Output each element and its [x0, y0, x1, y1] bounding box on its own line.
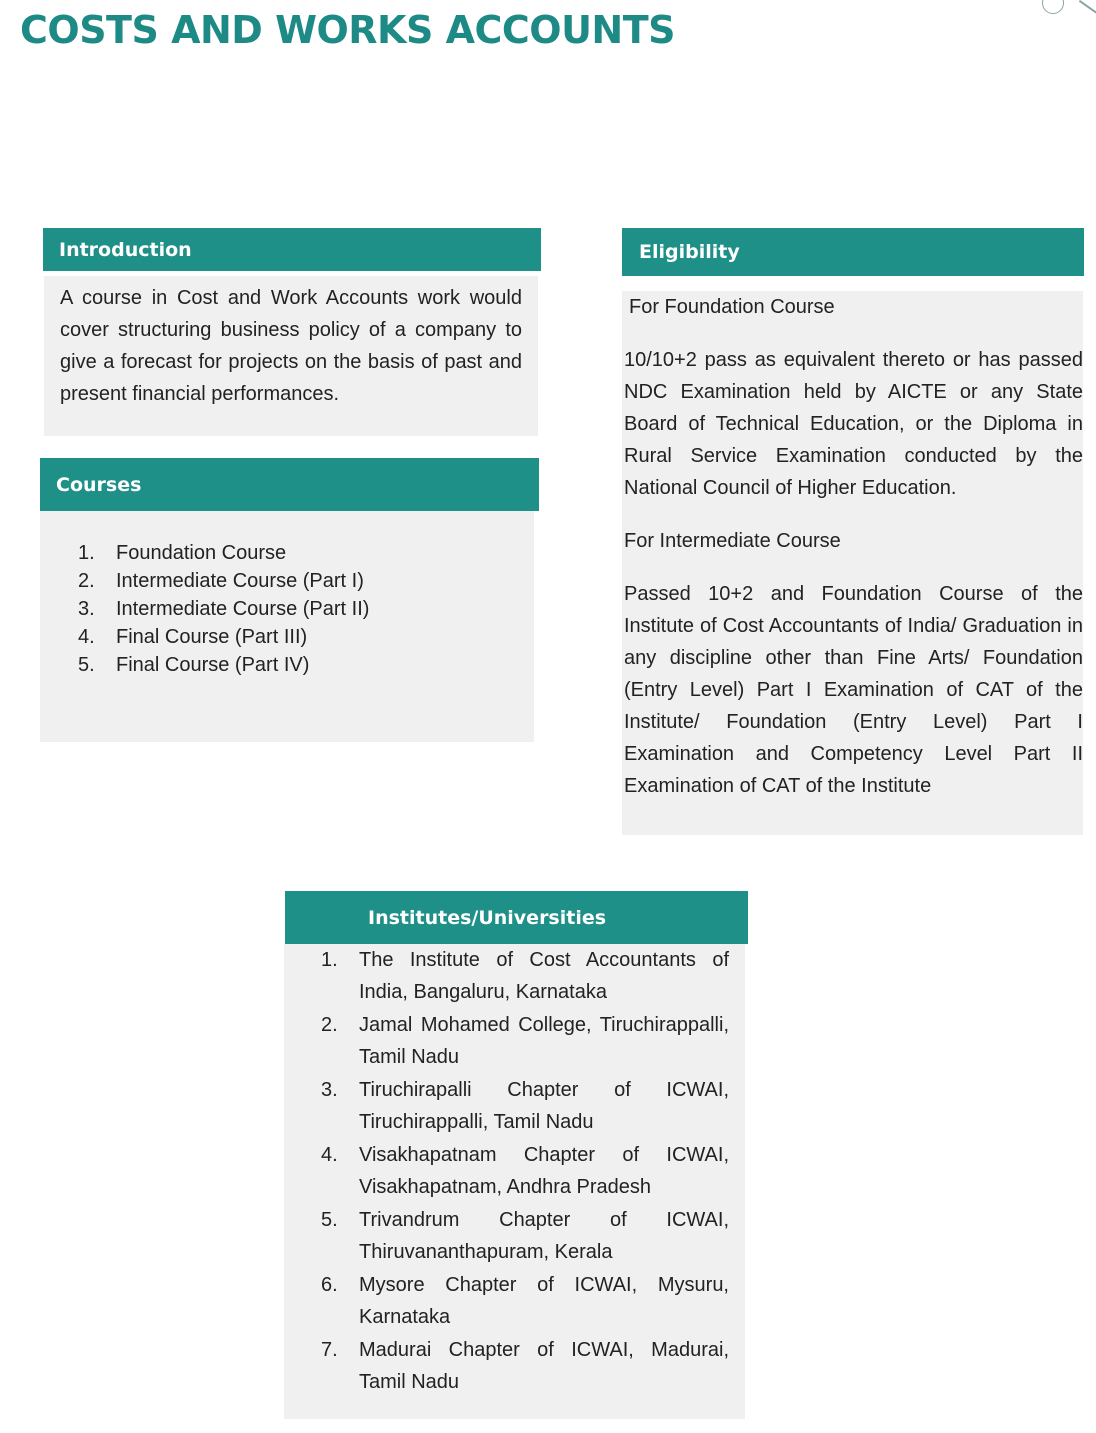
list-item-label: Trivandrum Chapter of ICWAI, Thiruvananthapuram, Kerala [359, 1209, 729, 1263]
page-title: COSTS AND WORKS ACCOUNTS [20, 8, 676, 52]
list-item-label: Jamal Mohamed College, Tiruchirappalli, Tamil Nadu [359, 1014, 729, 1068]
list-item-label: Final Course (Part IV) [116, 654, 310, 676]
eligibility-intermediate-label: For Intermediate Course [624, 530, 841, 552]
decorative-line-icon [1079, 0, 1096, 14]
list-item-label: Mysore Chapter of ICWAI, Mysuru, Karnataka [359, 1274, 729, 1328]
eligibility-intermediate-text: Passed 10+2 and Foundation Course of the Institute of Cost Accountants of India/ Graduation in any discipline other than Fine Arts/ Foundation (Entry Level) Part I Examination of CAT of the Institute/ Foundation (Entry Level) Part I Examination and Competency Level Part II Examination of CAT of the Institute [624, 583, 1083, 797]
list-item-number: 7. [321, 1339, 338, 1361]
list-item-label: Visakhapatnam Chapter of ICWAI, Visakhapatnam, Andhra Pradesh [359, 1144, 729, 1198]
list-item-number: 1. [321, 949, 338, 971]
list-item [321, 1204, 729, 1268]
list-item-label: The Institute of Cost Accountants of India, Bangaluru, Karnataka [359, 949, 729, 1003]
list-item-label: Intermediate Course (Part II) [116, 598, 370, 620]
list-item-number: 6. [321, 1274, 338, 1296]
list-item-number: 3. [78, 598, 95, 620]
list-item-number: 2. [78, 570, 95, 592]
eligibility-heading [622, 228, 1084, 276]
institutes-heading-text: Institutes/Universities [368, 906, 607, 929]
institutes-body [284, 944, 745, 1419]
list-item-label: Tiruchirapalli Chapter of ICWAI, Tiruchirappalli, Tamil Nadu [359, 1079, 729, 1133]
list-item-number: 3. [321, 1079, 338, 1101]
decorative-circle-icon [1042, 0, 1064, 14]
list-item [78, 595, 534, 623]
list-item-label: Foundation Course [116, 542, 287, 564]
list-item-number: 4. [321, 1144, 338, 1166]
list-item [78, 623, 534, 651]
list-item [321, 1334, 729, 1398]
courses-heading [40, 458, 539, 511]
list-item-label: Final Course (Part III) [116, 626, 308, 648]
introduction-heading [43, 228, 541, 271]
institutes-heading [285, 891, 748, 944]
list-item-number: 4. [78, 626, 95, 648]
eligibility-body [622, 291, 1083, 835]
eligibility-foundation-label: For Foundation Course [629, 296, 835, 318]
list-item-number: 5. [321, 1209, 338, 1231]
list-item [78, 651, 534, 679]
courses-body [40, 511, 534, 742]
courses-heading-text: Courses [56, 473, 142, 496]
list-item [78, 567, 534, 595]
list-item [321, 1009, 729, 1073]
list-item-number: 2. [321, 1014, 338, 1036]
list-item [321, 1074, 729, 1138]
eligibility-foundation-text: 10/10+2 pass as equivalent thereto or has passed NDC Examination held by AICTE or any State Board of Technical Education, or the Diploma in Rural Service Examination conducted by the National Council of Higher Education. [624, 349, 1083, 499]
list-item-label: Intermediate Course (Part I) [116, 570, 364, 592]
list-item [321, 1269, 729, 1333]
list-item [78, 539, 534, 567]
institutes-list [321, 944, 729, 1398]
list-item [321, 944, 729, 1008]
introduction-heading-text: Introduction [59, 238, 192, 261]
list-item-number: 5. [78, 654, 95, 676]
courses-list [78, 539, 534, 679]
introduction-text: A course in Cost and Work Accounts work would cover structuring business policy of a company to give a forecast for projects on the basis of past and present financial performances. [60, 287, 522, 405]
introduction-body [44, 276, 538, 436]
list-item-number: 1. [78, 542, 95, 564]
list-item-label: Madurai Chapter of ICWAI, Madurai, Tamil Nadu [359, 1339, 729, 1393]
list-item [321, 1139, 729, 1203]
eligibility-heading-text: Eligibility [639, 241, 740, 263]
